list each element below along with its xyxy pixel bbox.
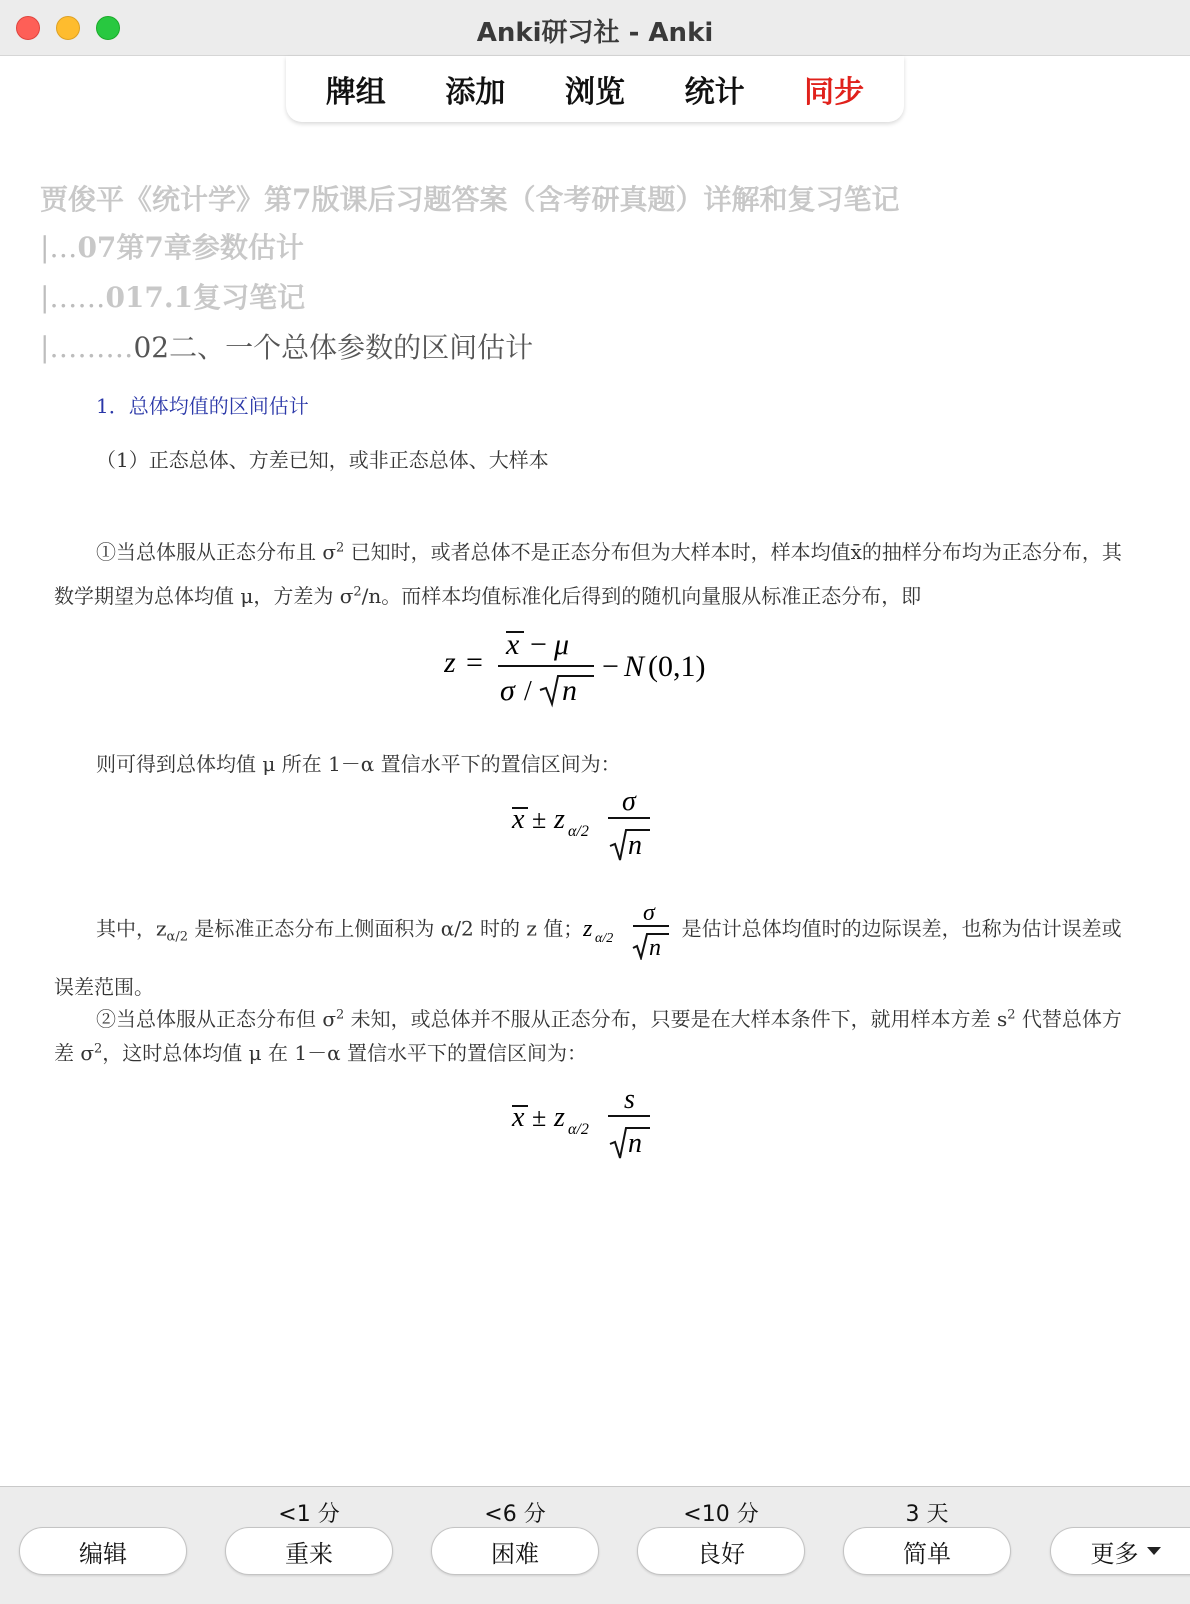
edit-button[interactable]: 编辑 bbox=[19, 1527, 187, 1575]
main-toolbar bbox=[286, 56, 904, 122]
superscript: 2 bbox=[1007, 1007, 1016, 1023]
svg-text:=: = bbox=[466, 646, 483, 679]
svg-text:z: z bbox=[444, 646, 456, 679]
text-run: ，这时总体均值 μ 在 1－α 置信水平下的置信区间为： bbox=[102, 1041, 587, 1065]
svg-text:(0,1): (0,1) bbox=[648, 650, 706, 683]
svg-text:σ: σ bbox=[643, 900, 656, 926]
toolbar-decks-link[interactable]: 牌组 bbox=[325, 75, 386, 110]
svg-text:z: z bbox=[583, 916, 593, 942]
svg-text:−: − bbox=[530, 628, 547, 661]
svg-text:N: N bbox=[624, 650, 645, 683]
breadcrumb-level-3-text: 017.1复习笔记 bbox=[105, 281, 306, 314]
easy-due-label: 3 天 bbox=[905, 1502, 949, 1527]
svg-text:α/2: α/2 bbox=[568, 823, 589, 840]
svg-text:x: x bbox=[506, 628, 520, 661]
toolbar-add-link[interactable]: 添加 bbox=[445, 75, 506, 110]
confidence-interval-s-formula bbox=[510, 1086, 670, 1166]
svg-text:±: ± bbox=[532, 1103, 547, 1132]
answer-bar bbox=[0, 1486, 1190, 1604]
svg-text:/: / bbox=[524, 676, 532, 707]
title-bar bbox=[0, 0, 1190, 56]
section-title: 1．总体均值的区间估计 bbox=[96, 394, 309, 418]
breadcrumb-level-3 bbox=[40, 276, 305, 316]
svg-text:z: z bbox=[554, 1102, 565, 1133]
breadcrumb-tree-marker: |… bbox=[40, 231, 78, 264]
svg-text:s: s bbox=[624, 1086, 635, 1115]
chevron-down-icon bbox=[1147, 1547, 1161, 1555]
text-run: /n。而样本均值标准化后得到的随机向量服从标准正态分布，即 bbox=[361, 584, 922, 608]
again-button[interactable]: 重来 bbox=[225, 1527, 393, 1575]
breadcrumb-level-1: 贾俊平《统计学》第7版课后习题答案（含考研真题）详解和复习笔记 bbox=[40, 183, 900, 216]
paragraph-unknown-variance bbox=[54, 1002, 1130, 1070]
paragraph-known-variance bbox=[54, 530, 1130, 618]
breadcrumb-tree-marker: |……… bbox=[40, 331, 134, 364]
svg-text:σ: σ bbox=[622, 788, 636, 817]
toolbar-browse-link[interactable]: 浏览 bbox=[564, 75, 625, 110]
text-run: 其中，z bbox=[96, 916, 167, 941]
svg-text:n: n bbox=[628, 1128, 642, 1159]
superscript: 2 bbox=[336, 540, 345, 556]
svg-text:n: n bbox=[649, 935, 662, 960]
toolbar-stats-link[interactable]: 统计 bbox=[684, 75, 745, 110]
svg-text:μ: μ bbox=[554, 628, 570, 661]
svg-text:α/2: α/2 bbox=[595, 931, 614, 946]
subsection-heading: （1）正态总体、方差已知，或非正态总体、大样本 bbox=[96, 448, 549, 472]
svg-text:x: x bbox=[512, 804, 525, 835]
confidence-interval-sigma-formula bbox=[510, 788, 670, 868]
text-run: ②当总体服从正态分布但 σ bbox=[96, 1007, 337, 1031]
svg-text:n: n bbox=[562, 674, 577, 707]
margin-of-error-inline-formula bbox=[583, 900, 675, 960]
easy-button[interactable]: 简单 bbox=[843, 1527, 1011, 1575]
text-run: ①当总体服从正态分布且 σ bbox=[96, 540, 337, 564]
text-run: 是标准正态分布上侧面积为 α/2 时的 z 值； bbox=[187, 916, 584, 941]
more-button[interactable] bbox=[1050, 1527, 1190, 1575]
svg-text:x: x bbox=[512, 1102, 525, 1133]
paragraph-margin-of-error bbox=[54, 900, 1130, 1014]
more-button-label: 更多 bbox=[1090, 1539, 1139, 1568]
svg-text:±: ± bbox=[532, 805, 547, 834]
window-title: Anki研习社 - Anki bbox=[476, 18, 714, 48]
hard-due-label: <6 分 bbox=[484, 1502, 546, 1527]
text-run: 未知，或总体并不服从正态分布，只要是在大样本条件下，就用样本方差 s bbox=[344, 1007, 1008, 1031]
toolbar-sync-link[interactable]: 同步 bbox=[804, 75, 865, 110]
svg-text:−: − bbox=[602, 650, 619, 683]
good-button[interactable]: 良好 bbox=[637, 1527, 805, 1575]
z-score-formula bbox=[444, 620, 744, 710]
breadcrumb-level-2 bbox=[40, 226, 304, 266]
breadcrumb-tree-marker: |…… bbox=[40, 281, 106, 314]
svg-text:z: z bbox=[554, 804, 565, 835]
superscript: 2 bbox=[336, 1007, 345, 1023]
superscript: 2 bbox=[94, 1041, 103, 1057]
text-run: 是估计总体均值时的边际误差，也称为估计误差或误差范围。 bbox=[54, 916, 1122, 999]
subscript: α/2 bbox=[166, 929, 188, 945]
again-due-label: <1 分 bbox=[278, 1502, 340, 1527]
svg-text:σ: σ bbox=[500, 674, 515, 707]
svg-text:α/2: α/2 bbox=[568, 1121, 589, 1138]
text-run: 代替总体方差 σ bbox=[54, 1007, 1122, 1065]
svg-text:n: n bbox=[628, 830, 642, 861]
paragraph-confidence-interval-intro: 则可得到总体均值 μ 所在 1－α 置信水平下的置信区间为： bbox=[96, 752, 621, 776]
breadcrumb-level-2-text: 07第7章参数估计 bbox=[77, 231, 304, 264]
text-run: 已知时，或者总体不是正态分布但为大样本时，样本均值x̄的抽样分布均为正态分布，其数学期望为总体均值 μ，方差为 σ bbox=[54, 540, 1122, 608]
good-due-label: <10 分 bbox=[683, 1502, 759, 1527]
breadcrumb-level-4 bbox=[40, 326, 533, 366]
hard-button[interactable]: 困难 bbox=[431, 1527, 599, 1575]
superscript: 2 bbox=[353, 584, 362, 600]
breadcrumb-level-4-text: 02二、一个总体参数的区间估计 bbox=[133, 331, 534, 364]
